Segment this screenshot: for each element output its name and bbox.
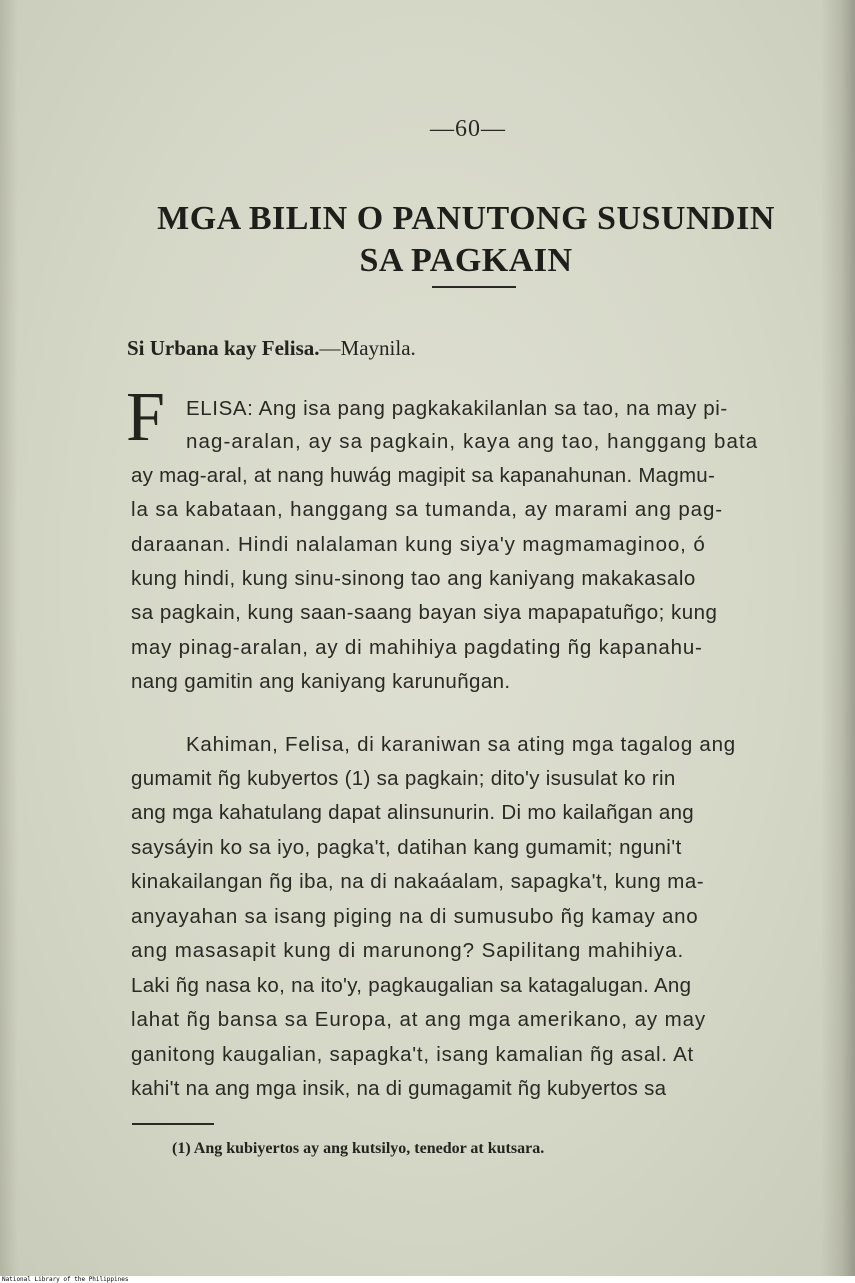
body-line: gumamit ñg kubyertos (1) sa pagkain; dito'y isusulat ko rin: [131, 767, 676, 790]
body-line: lahat ñg bansa sa Europa, at ang mga amerikano, ay may: [131, 1008, 707, 1031]
body-line: ang masasapit kung di marunong? Sapilitang mahihiya.: [131, 939, 685, 962]
page-left-shadow: [0, 0, 18, 1276]
salutation-place: —Maynila.: [319, 336, 416, 360]
body-line: kinakailangan ñg iba, na di nakaáalam, sapagka't, kung ma-: [131, 870, 705, 893]
body-line: ay mag-aral, at nang huwág magipit sa kapanahunan. Magmu-: [131, 464, 716, 487]
title-line-2: SA PAGKAIN: [359, 242, 573, 279]
body-line: la sa kabataan, hanggang sa tumanda, ay marami ang pag-: [131, 498, 723, 521]
body-line: Laki ñg nasa ko, na ito'y, pagkaugalian sa katagalugan. Ang: [131, 974, 692, 997]
body-line: ELISA: Ang isa pang pagkakakilanlan sa tao, na may pi-: [186, 397, 728, 420]
body-line: Kahiman, Felisa, di karaniwan sa ating mga tagalog ang: [186, 733, 736, 756]
body-line: may pinag-aralan, ay di mahihiya pagdating ñg kapanahu-: [131, 636, 703, 659]
footnote-divider: [132, 1123, 214, 1125]
body-line: ang mga kahatulang dapat alinsunurin. Di mo kailañgan ang: [131, 801, 695, 824]
body-line: anyayahan sa isang piging na di sumusubo ñg kamay ano: [131, 905, 699, 928]
page-gutter-shadow: [821, 0, 855, 1276]
footnote: (1) Ang kubiyertos ay ang kutsilyo, tenedor at kutsara.: [172, 1140, 545, 1157]
salutation-names: Si Urbana kay Felisa.: [127, 336, 320, 360]
body-line: saysáyin ko sa iyo, pagka't, datihan kang gumamit; nguni't: [131, 836, 682, 859]
library-credit: National Library of the Philippines: [2, 1276, 129, 1283]
body-line: kung hindi, kung sinu-sinong tao ang kaniyang makakasalo: [131, 567, 696, 590]
body-line: kahi't na ang mga insik, na di gumagamit ñg kubyertos sa: [131, 1077, 667, 1100]
page-number: —60—: [430, 116, 506, 142]
body-line: sa pagkain, kung saan-saang bayan siya mapapatuñgo; kung: [131, 601, 718, 624]
title-line-1: MGA BILIN O PANUTONG SUSUNDIN: [157, 200, 775, 237]
salutation: [127, 336, 416, 361]
body-line: nang gamitin ang kaniyang karunuñgan.: [131, 670, 511, 693]
body-line: daraanan. Hindi nalalaman kung siya'y magmamaginoo, ó: [131, 533, 706, 556]
page-title: [100, 198, 832, 282]
drop-cap: F: [126, 379, 165, 456]
body-line: ganitong kaugalian, sapagka't, isang kamalian ñg asal. At: [131, 1043, 694, 1066]
title-divider: [432, 286, 516, 288]
body-line: nag-aralan, ay sa pagkain, kaya ang tao, hanggang bata: [186, 430, 759, 453]
